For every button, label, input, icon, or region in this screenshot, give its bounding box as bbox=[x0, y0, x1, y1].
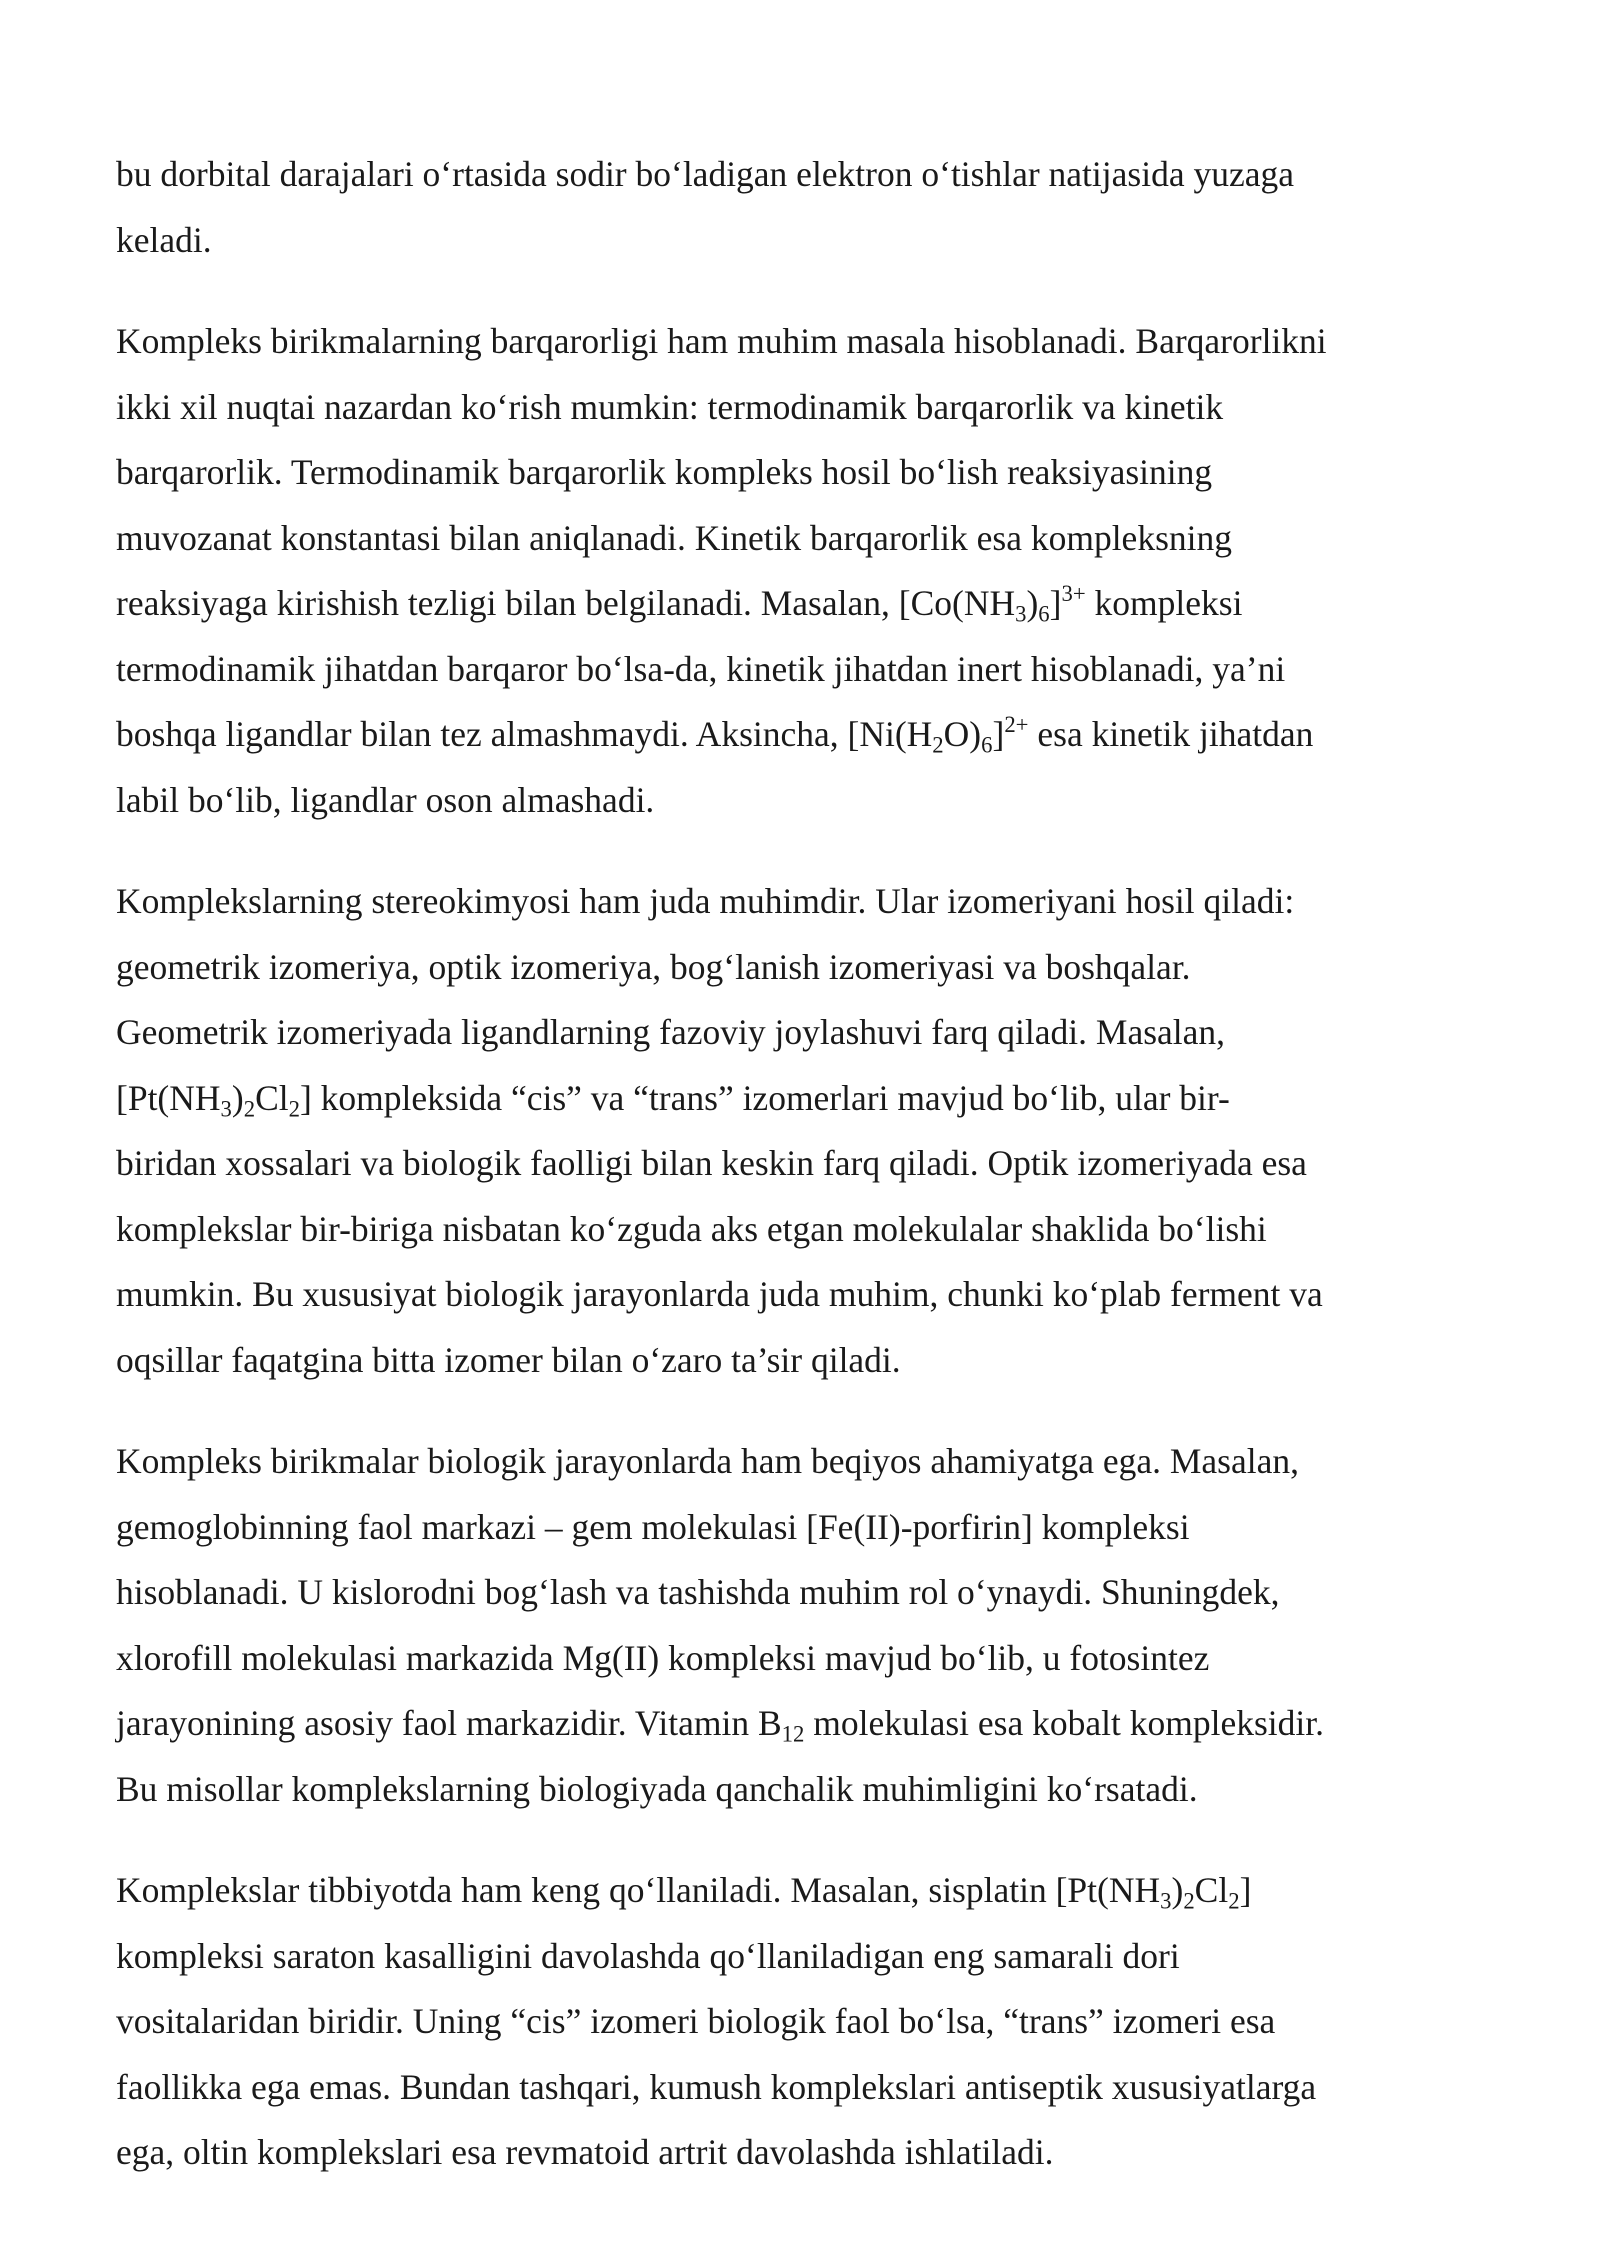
text-line: biridan xossalari va biologik faolligi bilan keskin farq qiladi. Optik izomeriyada esa bbox=[116, 1143, 1307, 1183]
text-line: termodinamik jihatdan barqaror bo‘lsa-da, kinetik jihatdan inert hisoblanadi, ya’ni bbox=[116, 648, 1286, 689]
paragraph bbox=[116, 1429, 1400, 1822]
text-line: ega, oltin komplekslari esa revmatoid artrit davolashda ishlatiladi. bbox=[116, 2132, 1054, 2172]
text-line: komplekslar bir-biriga nisbatan ko‘zguda aks etgan molekulalar shaklida bo‘lishi bbox=[116, 1208, 1267, 1249]
text-line: labil bo‘lib, ligandlar oson almashadi. bbox=[116, 779, 655, 820]
text-line: Geometrik izomeriyada ligandlarning fazoviy joylashuvi farq qiladi. Masalan, bbox=[116, 1012, 1226, 1052]
text-line: Kompleks birikmalarning barqarorligi ham muhim masala hisoblanadi. Barqarorlikni bbox=[116, 321, 1327, 361]
text-line: $[Pt(NH_3)_2Cl_2]$ kompleksida “cis” va “trans” izomerlari mavjud bo‘lib, ular bir- bbox=[116, 1077, 1230, 1121]
text-line: kompleksi saraton kasalligini davolashda qo‘llaniladigan eng samarali dori bbox=[116, 1935, 1180, 1976]
text-line: reaksiyaga kirishish tezligi bilan belgilanadi. Masalan, $[Co(NH_3)_6]^{3+}$ kompleksi bbox=[116, 580, 1243, 627]
text-line: geometrik izomeriya, optik izomeriya, bog‘lanish izomeriyasi va boshqalar. bbox=[116, 946, 1191, 987]
text-line: barqarorlik. Termodinamik barqarorlik kompleks hosil bo‘lish reaksiyasining bbox=[116, 452, 1213, 492]
paragraph bbox=[116, 1858, 1400, 2186]
text-line: Komplekslar tibbiyotda ham keng qo‘llaniladi. Masalan, sisplatin $[Pt(NH_3)_2Cl_2]$ bbox=[116, 1870, 1252, 1914]
text-line: Bu misollar komplekslarning biologiyada qanchalik muhimligini ko‘rsatadi. bbox=[116, 1768, 1198, 1809]
text-line: hisoblanadi. U kislorodni bog‘lash va tashishda muhim rol o‘ynaydi. Shuningdek, bbox=[116, 1572, 1280, 1612]
text-line: Kompleks birikmalar biologik jarayonlarda ham beqiyos ahamiyatga ega. Masalan, bbox=[116, 1441, 1299, 1481]
text-line: boshqa ligandlar bilan tez almashmaydi. Aksincha, $[Ni(H_2O)_6]^{2+}$ esa kinetik jihatdan bbox=[116, 711, 1314, 758]
paragraph bbox=[116, 309, 1400, 833]
text-line: keladi. bbox=[116, 219, 212, 260]
paragraph bbox=[116, 142, 1400, 273]
text-line: xlorofill molekulasi markazida Mg(II) kompleksi mavjud bo‘lib, u fotosintez bbox=[116, 1637, 1210, 1678]
text-line: jarayonining asosiy faol markazidir. Vitamin $B_{12}$ molekulasi esa kobalt kompleksidir. bbox=[116, 1703, 1324, 1747]
text-line: gemoglobinning faol markazi – gem molekulasi [Fe(II)-porfirin] kompleksi bbox=[116, 1506, 1190, 1547]
text-line: ikki xil nuqtai nazardan ko‘rish mumkin: termodinamik barqarorlik va kinetik bbox=[116, 386, 1224, 427]
text-line: Komplekslarning stereokimyosi ham juda muhimdir. Ular izomeriyani hosil qiladi: bbox=[116, 881, 1295, 921]
paragraph bbox=[116, 869, 1400, 1393]
text-line: faollikka ega emas. Bundan tashqari, kumush komplekslari antiseptik xususiyatlarga bbox=[116, 2066, 1317, 2107]
document-body bbox=[116, 142, 1400, 2186]
text-line: vositalaridan biridir. Uning “cis” izomeri biologik faol bo‘lsa, “trans” izomeri esa bbox=[116, 2001, 1276, 2041]
text-line: muvozanat konstantasi bilan aniqlanadi. Kinetik barqarorlik esa kompleksning bbox=[116, 517, 1232, 558]
text-line: bu dorbital darajalari o‘rtasida sodir bo‘ladigan elektron o‘tishlar natijasida yuzaga bbox=[116, 154, 1294, 194]
text-line: mumkin. Bu xususiyat biologik jarayonlarda juda muhim, chunki ko‘plab ferment va bbox=[116, 1274, 1323, 1314]
text-line: oqsillar faqatgina bitta izomer bilan o‘zaro ta’sir qiladi. bbox=[116, 1339, 901, 1380]
